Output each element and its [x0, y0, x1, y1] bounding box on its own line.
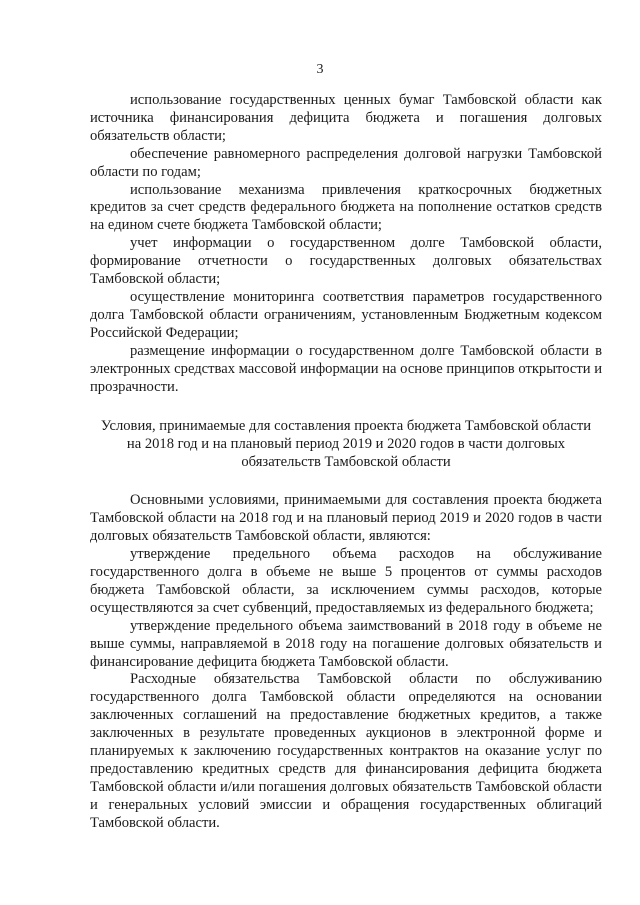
paragraph-borrowing-limit: утверждение предельного объема заимствований в 2018 году в объеме не выше суммы, направляемой в 2018 году на погашение долговых обязательств и финансирование дефицита бюджета Тамбовской области. — [90, 617, 602, 670]
paragraph-expense-obligations: Расходные обязательства Тамбовской области по обслуживанию государственного долга Тамбовской области определяются на основании заключенных соглашений на предоставление бюджетных кредитов, а также заключенных в результате проведенных аукционов в электронной форме и планируемых к заключению государственных контрактов на оказание услуг по предоставлению кредитных средств для финансирования дефицита бюджета Тамбовской области и/или погашения долговых обязательств Тамбовской области и генеральных условий эмиссии и обращения государственных облигаций Тамбовской области. — [90, 671, 602, 831]
section-heading: Условия, принимаемые для составления проекта бюджета Тамбовской области на 2018 год и на плановый период 2019 и 2020 годов в части долговых обязательств Тамбовской области — [100, 418, 592, 471]
paragraph-publication: размещение информации о государственном долге Тамбовской области в электронных средствах массовой информации на основе принципов открытости и прозрачности. — [90, 342, 602, 395]
paragraph-monitoring: осуществление мониторинга соответствия параметров государственного долга Тамбовской области ограничениям, установленным Бюджетным кодексом Российской Федерации; — [90, 288, 602, 341]
paragraph-debt-load: обеспечение равномерного распределения долговой нагрузки Тамбовской области по годам; — [90, 145, 602, 180]
page-number: 3 — [316, 62, 324, 77]
paragraph-debt-accounting: учет информации о государственном долге Тамбовской области, формирование отчетности о государственных долговых обязательствах Тамбовской области; — [90, 235, 602, 288]
paragraph-short-term-credits: использование механизма привлечения краткосрочных бюджетных кредитов за счет средств федерального бюджета на пополнение остатков средств на едином счете бюджета Тамбовской области; — [90, 181, 602, 234]
paragraph-main-conditions: Основными условиями, принимаемыми для составления проекта бюджета Тамбовской области на 2018 год и на плановый период 2019 и 2020 годов в части долговых обязательств Тамбовской области, являются: — [90, 492, 602, 545]
paragraph-service-expenses-limit: утверждение предельного объема расходов на обслуживание государственного долга в объеме не выше 5 процентов от суммы расходов бюджета Тамбовской области, за исключением суммы расходов, которые осуществляются за счет субвенций, предоставляемых из федерального бюджета; — [90, 546, 602, 616]
paragraph-securities: использование государственных ценных бумаг Тамбовской области как источника финансирования дефицита бюджета и погашения долговых обязательств области; — [90, 92, 602, 144]
document-body — [90, 92, 602, 833]
